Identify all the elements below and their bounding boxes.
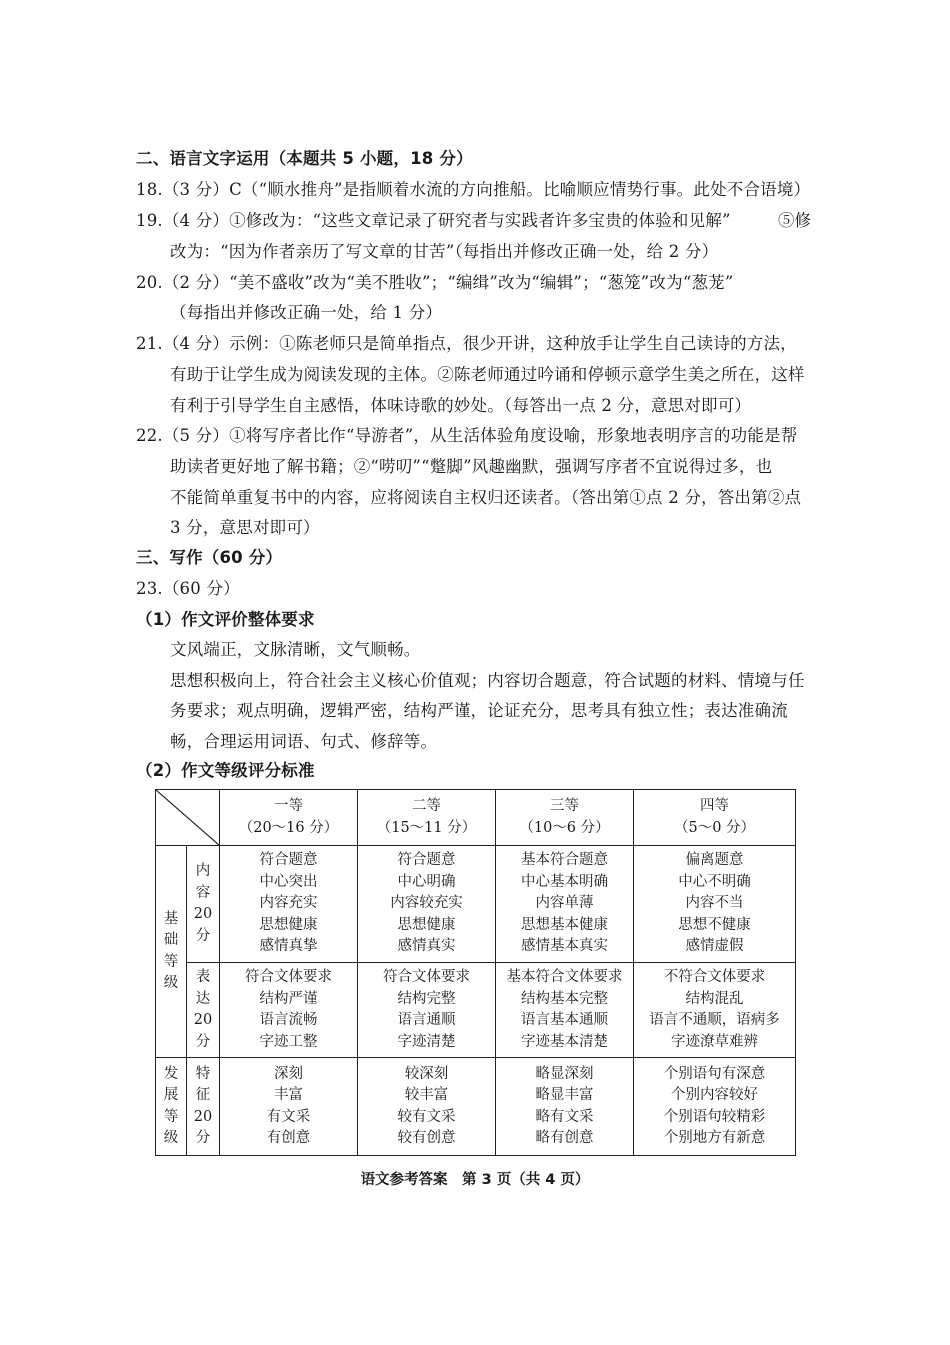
q20-line1: 20.（2 分）“美不盛收”改为“美不胜收”；“编缉”改为“编辑”；“葱笼”改为“葱茏” bbox=[136, 273, 734, 292]
q19-line1-right: ⑤修 bbox=[778, 211, 811, 230]
basic-level-label bbox=[156, 846, 187, 1058]
q22-line2: 助读者更好地了解书籍；②“唠叨”“蹩脚”风趣幽默，强调写序者不宜说得过多，也 bbox=[170, 457, 773, 476]
development-level-char-2: 展 bbox=[163, 1087, 179, 1103]
page-footer: 语文参考答案 第 3 页（共 4 页） bbox=[360, 1172, 590, 1188]
q22-line4: 3 分，意思对即可） bbox=[170, 518, 320, 537]
grade-1-header bbox=[220, 790, 358, 846]
content-grade-3: 基本符合题意 中心基本明确 内容单薄 思想基本健康 感情基本真实 bbox=[496, 846, 634, 963]
expression-grade-4: 不符合文体要求 结构混乱 语言不通顺，语病多 字迹潦草难辨 bbox=[634, 963, 796, 1058]
grade-3-header bbox=[496, 790, 634, 846]
q21-line2: 有助于让学生成为阅读发现的主体。②陈老师通过吟诵和停顿示意学生美之所在，这样 bbox=[170, 365, 805, 384]
feature-grade-2: 较深刻 较丰富 较有文采 较有创意 bbox=[358, 1058, 496, 1156]
content-label: 内 容 20 分 bbox=[187, 846, 220, 963]
grade-name: 二等 bbox=[412, 798, 441, 814]
q21-line3: 有利于引导学生自主感悟，体味诗歌的妙处。（每答出一点 2 分，意思对即可） bbox=[170, 396, 752, 415]
basic-level-char-1: 基 bbox=[163, 910, 179, 927]
section2-heading: 二、语言文字运用（本题共 5 小题，18 分） bbox=[136, 149, 473, 168]
q20-line2: （每指出并修改正确一处，给 1 分） bbox=[170, 303, 443, 322]
grade-range: （10～6 分） bbox=[519, 819, 610, 836]
requirements-line2: 思想积极向上，符合社会主义核心价值观；内容切合题意，符合试题的材料、情境与任 bbox=[170, 671, 805, 690]
content-grade-1: 符合题意 中心突出 内容充实 思想健康 感情真挚 bbox=[220, 846, 358, 963]
expression-row bbox=[156, 963, 796, 1058]
grade-header-row bbox=[156, 790, 796, 846]
grade-name: 一等 bbox=[274, 798, 303, 814]
feature-grade-3: 略显深刻 略显丰富 略有文采 略有创意 bbox=[496, 1058, 634, 1156]
content-row bbox=[156, 846, 796, 963]
expression-grade-3: 基本符合文体要求 结构基本完整 语言基本通顺 字迹基本清楚 bbox=[496, 963, 634, 1058]
q21-line1: 21.（4 分）示例：①陈老师只是简单指点，很少开讲，这种放手让学生自己读诗的方法， bbox=[136, 334, 797, 353]
requirements-line4: 畅，合理运用词语、句式、修辞等。 bbox=[170, 732, 438, 751]
grade-name: 四等 bbox=[700, 798, 729, 814]
standards-title: （2）作文等级评分标准 bbox=[136, 761, 315, 780]
development-level-char-4: 级 bbox=[163, 1130, 179, 1146]
table-corner bbox=[156, 790, 220, 846]
expression-grade-2: 符合文体要求 结构完整 语言通顺 字迹清楚 bbox=[358, 963, 496, 1058]
q23-heading: 23.（60 分） bbox=[136, 579, 240, 598]
development-level-char-3: 等 bbox=[163, 1108, 179, 1125]
feature-grade-1: 深刻 丰富 有文采 有创意 bbox=[220, 1058, 358, 1156]
q18-answer: 18.（3 分）C（“顺水推舟”是指顺着水流的方向推船。比喻顺应情势行事。此处不合语境） bbox=[136, 180, 811, 199]
q19-line2: 改为：“因为作者亲历了写文章的甘苦”（每指出并修改正确一处，给 2 分） bbox=[170, 242, 719, 261]
expression-label: 表 达 20 分 bbox=[187, 963, 220, 1058]
section3-heading: 三、写作（60 分） bbox=[136, 548, 283, 567]
grade-4-header bbox=[634, 790, 796, 846]
basic-level-char-2: 础 bbox=[163, 932, 179, 948]
feature-label: 特 征 20 分 bbox=[187, 1058, 220, 1156]
basic-level-char-4: 级 bbox=[163, 975, 179, 991]
grade-range: （5～0 分） bbox=[673, 819, 756, 836]
content-grade-4: 偏离题意 中心不明确 内容不当 思想不健康 感情虚假 bbox=[634, 846, 796, 963]
grading-table bbox=[155, 789, 796, 1156]
feature-row bbox=[156, 1058, 796, 1156]
q19-line1: 19.（4 分）①修改为：“这些文章记录了研究者与实践者许多宝贵的体验和见解” bbox=[136, 211, 731, 230]
q22-line3: 不能简单重复书中的内容，应将阅读自主权归还读者。（答出第①点 2 分，答出第②点 bbox=[170, 488, 802, 507]
grade-name: 三等 bbox=[550, 798, 579, 814]
requirements-line3: 务要求；观点明确，逻辑严密，结构严谨，论证充分，思考具有独立性；表达准确流 bbox=[170, 701, 788, 720]
requirements-title: （1）作文评价整体要求 bbox=[136, 610, 315, 629]
expression-grade-1: 符合文体要求 结构严谨 语言流畅 字迹工整 bbox=[220, 963, 358, 1058]
requirements-line1: 文风端正，文脉清晰，文气顺畅。 bbox=[170, 640, 421, 659]
basic-level-char-3: 等 bbox=[163, 953, 179, 970]
development-level-char-1: 发 bbox=[163, 1065, 179, 1082]
feature-grade-4: 个别语句有深意 个别内容较好 个别语句较精彩 个别地方有新意 bbox=[634, 1058, 796, 1156]
grade-2-header bbox=[358, 790, 496, 846]
grade-range: （15～11 分） bbox=[376, 819, 477, 836]
q22-line1: 22.（5 分）①将写序者比作“导游者”，从生活体验角度设喻，形象地表明序言的功能是帮 bbox=[136, 426, 798, 445]
development-level-label bbox=[156, 1058, 187, 1156]
content-grade-2: 符合题意 中心明确 内容较充实 思想健康 感情真实 bbox=[358, 846, 496, 963]
grade-range: （20～16 分） bbox=[238, 819, 339, 836]
